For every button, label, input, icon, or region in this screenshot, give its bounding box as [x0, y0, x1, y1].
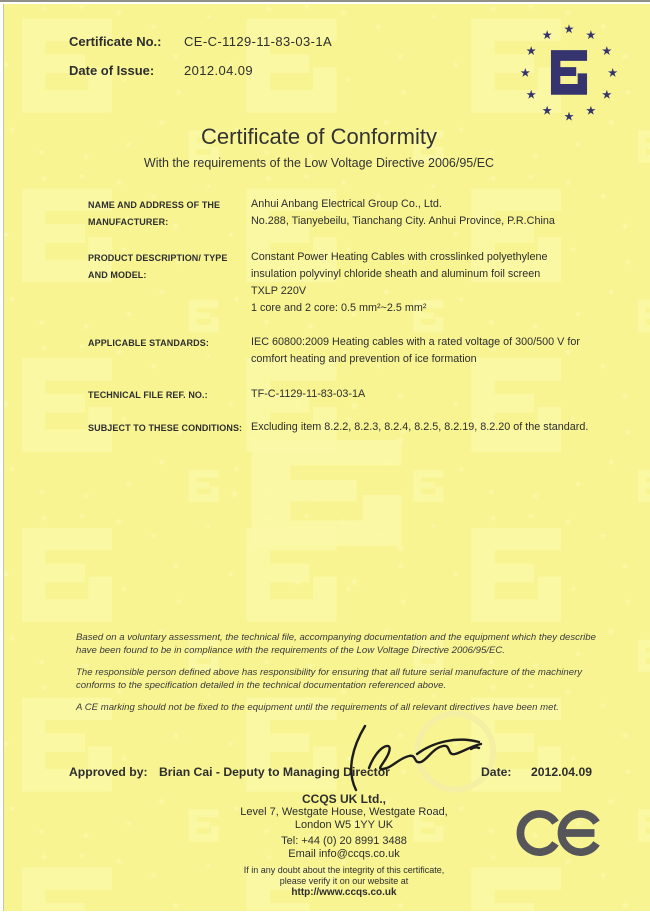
field-label	[88, 387, 246, 404]
legal-paragraph: Based on a voluntary assessment, the technical file, accompanying documentation and the equipment which they describe have been found to be in compliance with the requirements of the Low Voltage Directive 2006/95/EC.	[76, 632, 596, 656]
field-label	[88, 335, 246, 352]
value-line: Anhui Anbang Electrical Group Co., Ltd.	[251, 198, 442, 210]
field-value	[251, 249, 596, 317]
issuer-footer	[124, 793, 564, 898]
page-subtitle: With the requirements of the Low Voltage Directive 2006/95/EC	[143, 156, 495, 170]
value-line: Constant Power Heating Cables with crosslinked polyethylene	[251, 251, 548, 263]
certificate-number-value: CE-C-1129-11-83-03-1A	[184, 34, 333, 49]
approval-date-label: Date:	[481, 765, 512, 779]
certificate-sheet	[3, 4, 650, 911]
label-line: NAME AND ADDRESS OF THE	[88, 200, 221, 210]
legal-paragraph: The responsible person defined above has responsibility for ensuring that all future serial manufacture of the machinery conforms to the specification detailed in the technical documentation referenced above.	[76, 667, 583, 691]
value-line: 1 core and 2 core: 0.5 mm²~2.5 mm²	[251, 302, 427, 314]
value-line: IEC 60800:2009 Heating cables with a rated voltage of 300/500 V for	[251, 336, 580, 348]
field-value	[251, 386, 596, 403]
approved-by-value: Brian Cai - Deputy to Managing Director	[159, 765, 390, 779]
label-line: PRODUCT DESCRIPTION/ TYPE	[88, 253, 228, 263]
date-of-issue-label: Date of Issue:	[69, 63, 155, 78]
approved-by-label: Approved by:	[69, 765, 148, 779]
legal-paragraph: A CE marking should not be fixed to the equipment until the requirements of all relevant directives have been met.	[76, 702, 559, 713]
legal-disclaimer-block	[76, 631, 598, 723]
value-line: TXLP 220V	[251, 285, 307, 297]
verify-note-line2: please verify it on our website at	[279, 876, 409, 886]
scan-edge-artifact	[0, 0, 650, 2]
issuer-phone: Tel: +44 (0) 20 8991 3488	[281, 835, 407, 847]
page-title: Certificate of Conformity	[201, 124, 437, 149]
label-line: MANUFACTURER:	[88, 217, 169, 227]
approval-date-value: 2012.04.09	[531, 765, 592, 779]
field-value	[251, 334, 596, 368]
label-line: SUBJECT TO THESE CONDITIONS:	[88, 423, 243, 433]
certificate-number-row	[69, 34, 332, 49]
issuer-email: Email info@ccqs.co.uk	[288, 848, 400, 860]
value-line: insulation polyvinyl chloride sheath and aluminum foil screen	[251, 268, 541, 280]
issuer-address-line2: London W5 1YY UK	[294, 819, 394, 831]
label-line: APPLICABLE STANDARDS:	[88, 338, 209, 348]
verify-note-line1: If in any doubt about the integrity of this certificate,	[243, 865, 445, 875]
signature-icon	[329, 716, 489, 796]
value-line: Excluding item 8.2.2, 8.2.3, 8.2.4, 8.2.5, 8.2.19, 8.2.20 of the standard.	[251, 421, 589, 433]
field-label	[88, 197, 246, 231]
field-label	[88, 250, 246, 284]
date-of-issue-value: 2012.04.09	[184, 63, 254, 78]
value-line: comfort heating and prevention of ice formation	[251, 353, 477, 365]
value-line: No.288, Tianyebeilu, Tianchang City. Anhui Province, P.R.China	[251, 215, 555, 227]
label-line: TECHNICAL FILE REF. NO.:	[88, 390, 208, 400]
date-of-issue-row	[69, 63, 253, 78]
field-value	[251, 196, 596, 230]
ce-mark-icon	[516, 802, 604, 864]
ccqs-e-logo-icon	[512, 14, 626, 128]
issuer-website: http://www.ccqs.co.uk	[291, 887, 397, 898]
certificate-number-label: Certificate No.:	[69, 34, 162, 49]
label-line: AND MODEL:	[88, 270, 147, 280]
issuer-company-name: CCQS UK Ltd.,	[302, 792, 386, 806]
field-value	[251, 419, 596, 436]
issuer-address-line1: Level 7, Westgate House, Westgate Road,	[240, 806, 448, 818]
certificate-content	[4, 4, 650, 911]
field-label	[88, 420, 246, 437]
value-line: TF-C-1129-11-83-03-1A	[251, 388, 366, 400]
